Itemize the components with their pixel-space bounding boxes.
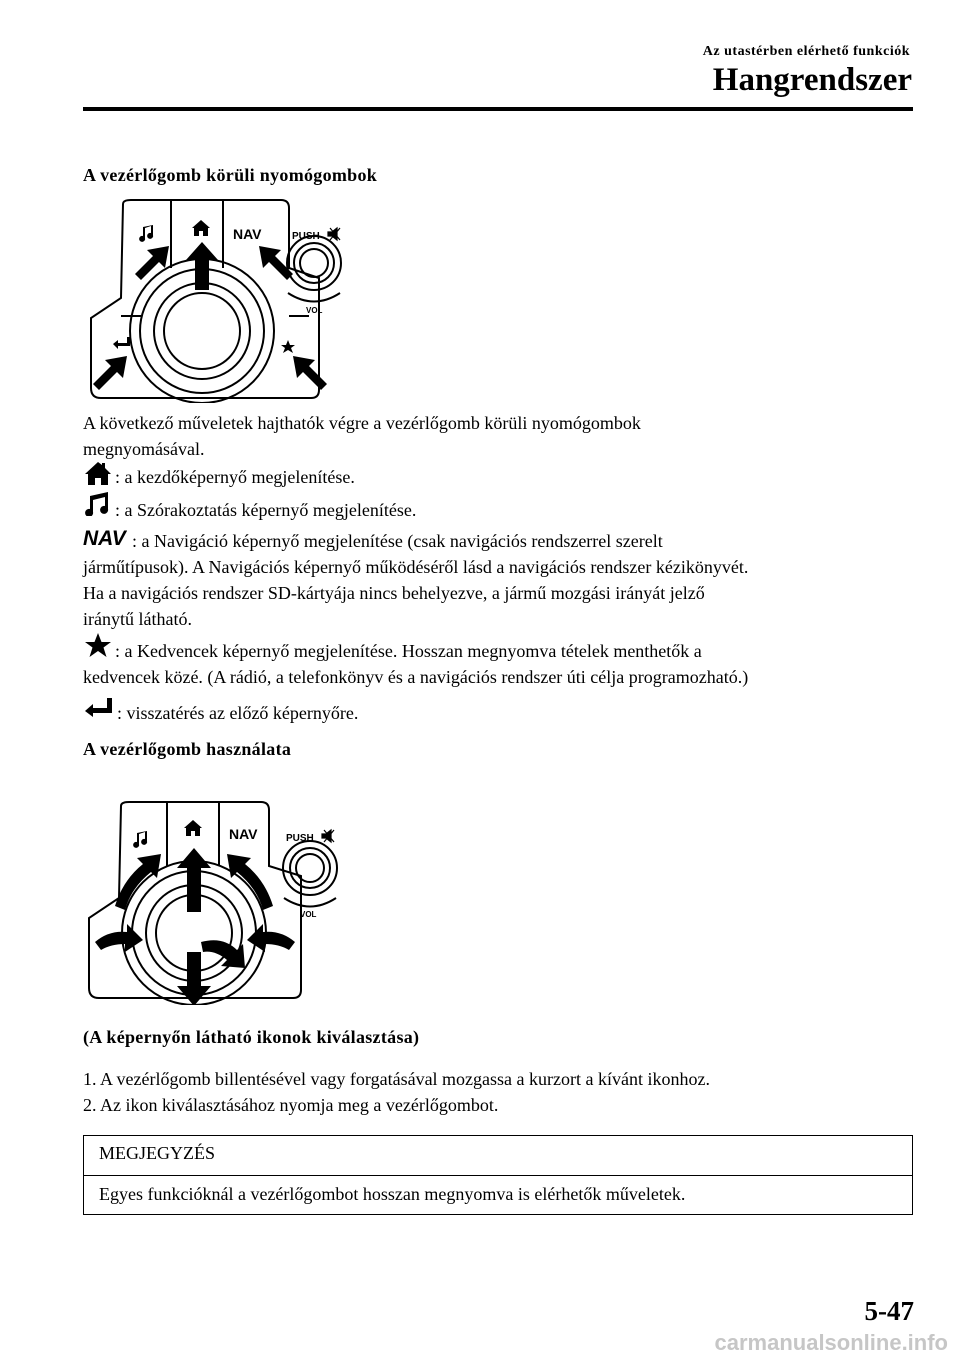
intro-line: megnyomásával.: [83, 439, 205, 459]
press-arrow-back: [93, 356, 127, 390]
section-heading-usage: A vezérlőgomb használata: [83, 739, 292, 759]
back-arrow-icon: [83, 694, 115, 720]
volume-arc: [284, 898, 336, 907]
nav-label: NAV: [233, 226, 262, 242]
note-title: MEGJEGYZÉS: [84, 1136, 912, 1176]
press-arrow-star: [293, 356, 327, 390]
item-text-nav: : a Navigáció képernyő megjelenítése (csak navigációs rendszerrel szerelt: [132, 531, 663, 551]
note-text: Egyes funkcióknál a vezérlőgombot hosszan megnyomva is elérhetők műveletek.: [99, 1184, 686, 1204]
commander-buttons-figure: [83, 198, 363, 403]
commander-knob-usage-figure: [83, 800, 363, 1005]
mute-icon: [328, 228, 340, 240]
tilt-arrow-up-left: [115, 854, 161, 910]
music-note-icon: [83, 490, 113, 516]
tilt-arrow-up: [177, 848, 211, 912]
volume-arc: [288, 293, 340, 302]
step-2: 2. Az ikon kiválasztásához nyomja meg a vezérlőgombot.: [83, 1095, 499, 1115]
rotate-arrow-left: [95, 924, 143, 952]
item-text-nav: iránytű látható.: [83, 609, 192, 629]
watermark: carmanualsonline.info: [714, 1330, 948, 1355]
vol-label: VOL: [306, 306, 323, 315]
music-note-icon: [139, 225, 153, 242]
nav-label: NAV: [229, 826, 258, 842]
svg-text:NAV: NAV: [83, 527, 126, 548]
star-icon: [281, 340, 295, 353]
section-heading-buttons: A vezérlőgomb körüli nyomógombok: [83, 165, 378, 185]
chapter-title: Az utastérben elérhető funkciók: [702, 44, 910, 59]
music-note-icon: [133, 831, 147, 848]
press-arrow-music: [135, 246, 169, 280]
item-text-music: : a Szórakoztatás képernyő megjelenítése.: [115, 500, 417, 520]
home-icon: [184, 820, 202, 836]
press-arrow-home: [186, 242, 218, 290]
header-rule: [83, 107, 913, 111]
tilt-arrow-up-right: [227, 854, 273, 910]
volume-knob-outer: [283, 841, 337, 895]
home-icon: [192, 220, 210, 236]
item-text-nav: járműtípusok). A Navigációs képernyő működéséről lásd a navigációs rendszer kézikönyvét.: [83, 557, 749, 577]
push-label: PUSH: [286, 833, 314, 844]
item-text-home: : a kezdőképernyő megjelenítése.: [115, 467, 355, 487]
back-arrow-icon: [113, 337, 130, 349]
volume-knob-outer: [287, 236, 341, 290]
volume-knob-center: [300, 249, 328, 277]
subheading-select-icons: (A képernyőn látható ikonok kiválasztása): [83, 1027, 420, 1047]
item-text-star: : a Kedvencek képernyő megjelenítése. Hosszan megnyomva tételek menthetők a: [115, 641, 702, 661]
mute-icon: [322, 830, 334, 842]
vol-label: VOL: [300, 910, 317, 919]
item-text-nav: Ha a navigációs rendszer SD-kártyája nincs behelyezve, a jármű mozgási irányát jelző: [83, 583, 705, 603]
page-number: 5-47: [864, 1296, 914, 1326]
rotate-arrow-knob: [201, 940, 245, 968]
knob-center: [164, 293, 240, 369]
item-text-back: : visszatérés az előző képernyőre.: [117, 703, 359, 723]
push-label: PUSH: [292, 231, 320, 242]
item-text-star: kedvencek közé. (A rádió, a telefonkönyv és a navigációs rendszer úti célja programozható.): [83, 667, 749, 687]
intro-line: A következő műveletek hajthatók végre a vezérlőgomb körüli nyomógombok: [83, 413, 641, 433]
nav-icon: [83, 526, 127, 548]
page-title: Hangrendszer: [712, 62, 912, 98]
step-1: 1. A vezérlőgomb billentésével vagy forgatásával mozgassa a kurzort a kívánt ikonhoz.: [83, 1069, 710, 1089]
volume-knob-center: [296, 854, 324, 882]
note-box: [83, 1135, 913, 1215]
home-icon: [83, 460, 113, 486]
knob-bezel: [154, 283, 250, 379]
star-icon: [83, 632, 113, 658]
